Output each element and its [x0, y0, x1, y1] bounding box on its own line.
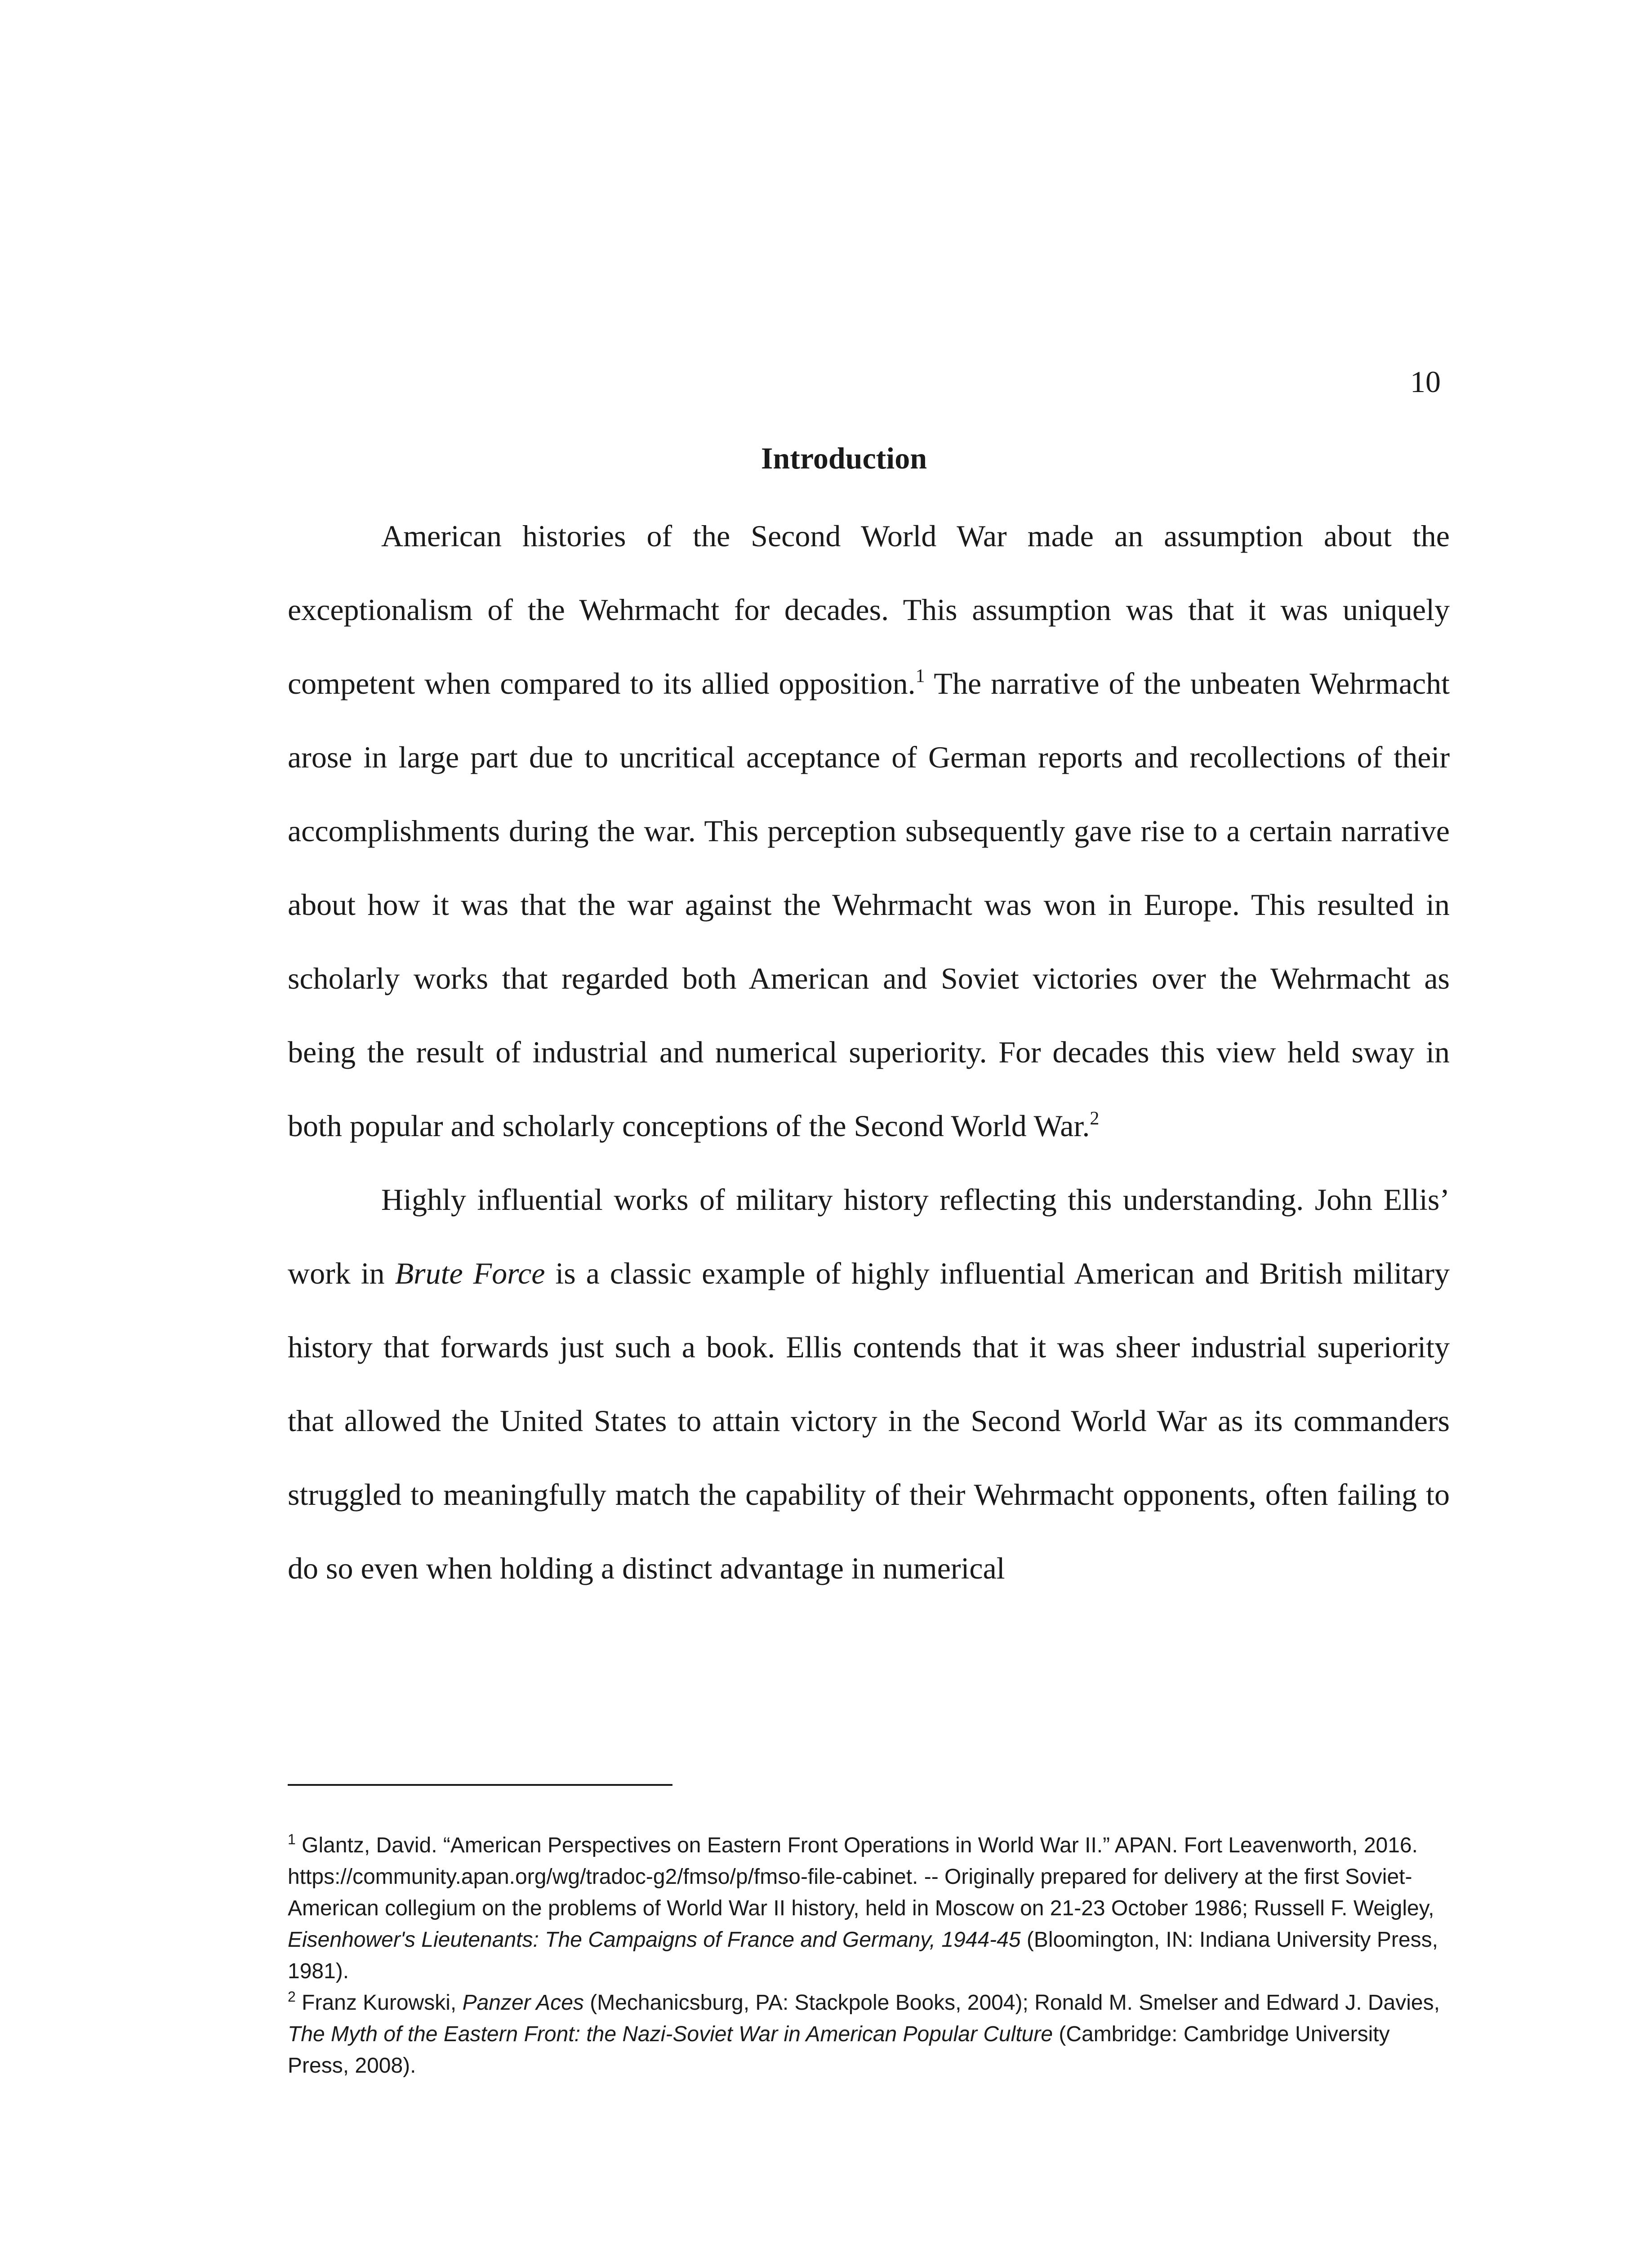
italic-title: The Myth of the Eastern Front: the Nazi-Soviet War in American Popular Culture: [288, 2022, 1053, 2046]
page-number: 10: [1410, 365, 1441, 399]
footnote-marker: 1: [915, 666, 925, 687]
italic-title: Brute Force: [395, 1256, 545, 1290]
text-run: is a classic example of highly influential American and British military history that forwards just such a book. Ellis contends that it was sheer industrial superiority that allowed the United States to attain victory in the Second World War as its commanders struggled to meaningfully match the capability of their Wehrmacht opponents, often failing to do so even when holding a distinct advantage in numerical: [288, 1256, 1450, 1585]
italic-title: Eisenhower's Lieutenants: The Campaigns of France and Germany, 1944-45: [288, 1928, 1021, 1952]
footnote-marker: 2: [1090, 1108, 1100, 1129]
text-run: (Cambridge: Cambridge University Press, 2008).: [288, 2022, 1390, 2078]
body-paragraph: [288, 1163, 1450, 1605]
body-paragraph: [288, 499, 1450, 1163]
footnotes: [288, 1830, 1450, 2082]
footnote-marker: 2: [288, 1989, 296, 2005]
body-text: [288, 499, 1450, 1605]
footnote-separator: [288, 1784, 672, 1786]
text-run: The narrative of the unbeaten Wehrmacht arose in large part due to uncritical acceptance of German reports and recollections of their accomplishments during the war. This perception subsequently gave rise to a certain narrative about how it was that the war against the Wehrmacht was won in Europe. This resulted in scholarly works that regarded both American and Soviet victories over the Wehrmacht as being the result of industrial and numerical superiority. For decades this view held sway in both popular and scholarly conceptions of the Second World War.: [288, 666, 1450, 1143]
text-run: Glantz, David. “American Perspectives on Eastern Front Operations in World War II.” APAN. Fort Leavenworth, 2016. https://community.apan.org/wg/tradoc-g2/fmso/p/fmso-file-cabinet. -- Originally prepared for delivery at the first Soviet-American collegium on the problems of World War II history, held in Moscow on 21-23 October 1986; Russell F. Weigley,: [288, 1833, 1434, 1920]
text-run: (Mechanicsburg, PA: Stackpole Books, 2004); Ronald M. Smelser and Edward J. Davies,: [583, 1991, 1440, 2015]
italic-title: Panzer Aces: [462, 1991, 584, 2015]
text-run: Highly influential works of military history reflecting this understanding. John Ellis’ work in: [288, 1182, 1450, 1290]
section-heading: Introduction: [761, 441, 927, 475]
footnote: [288, 1830, 1450, 1987]
text-run: (Bloomington, IN: Indiana University Press, 1981).: [288, 1928, 1438, 1983]
text-run: Franz Kurowski,: [295, 1991, 463, 2015]
text-run: American histories of the Second World War made an assumption about the exceptionalism of the Wehrmacht for decades. This assumption was that it was uniquely competent when compared to its allied opposition.: [288, 519, 1450, 700]
footnote: [288, 1987, 1450, 2082]
footnote-marker: 1: [288, 1831, 296, 1847]
